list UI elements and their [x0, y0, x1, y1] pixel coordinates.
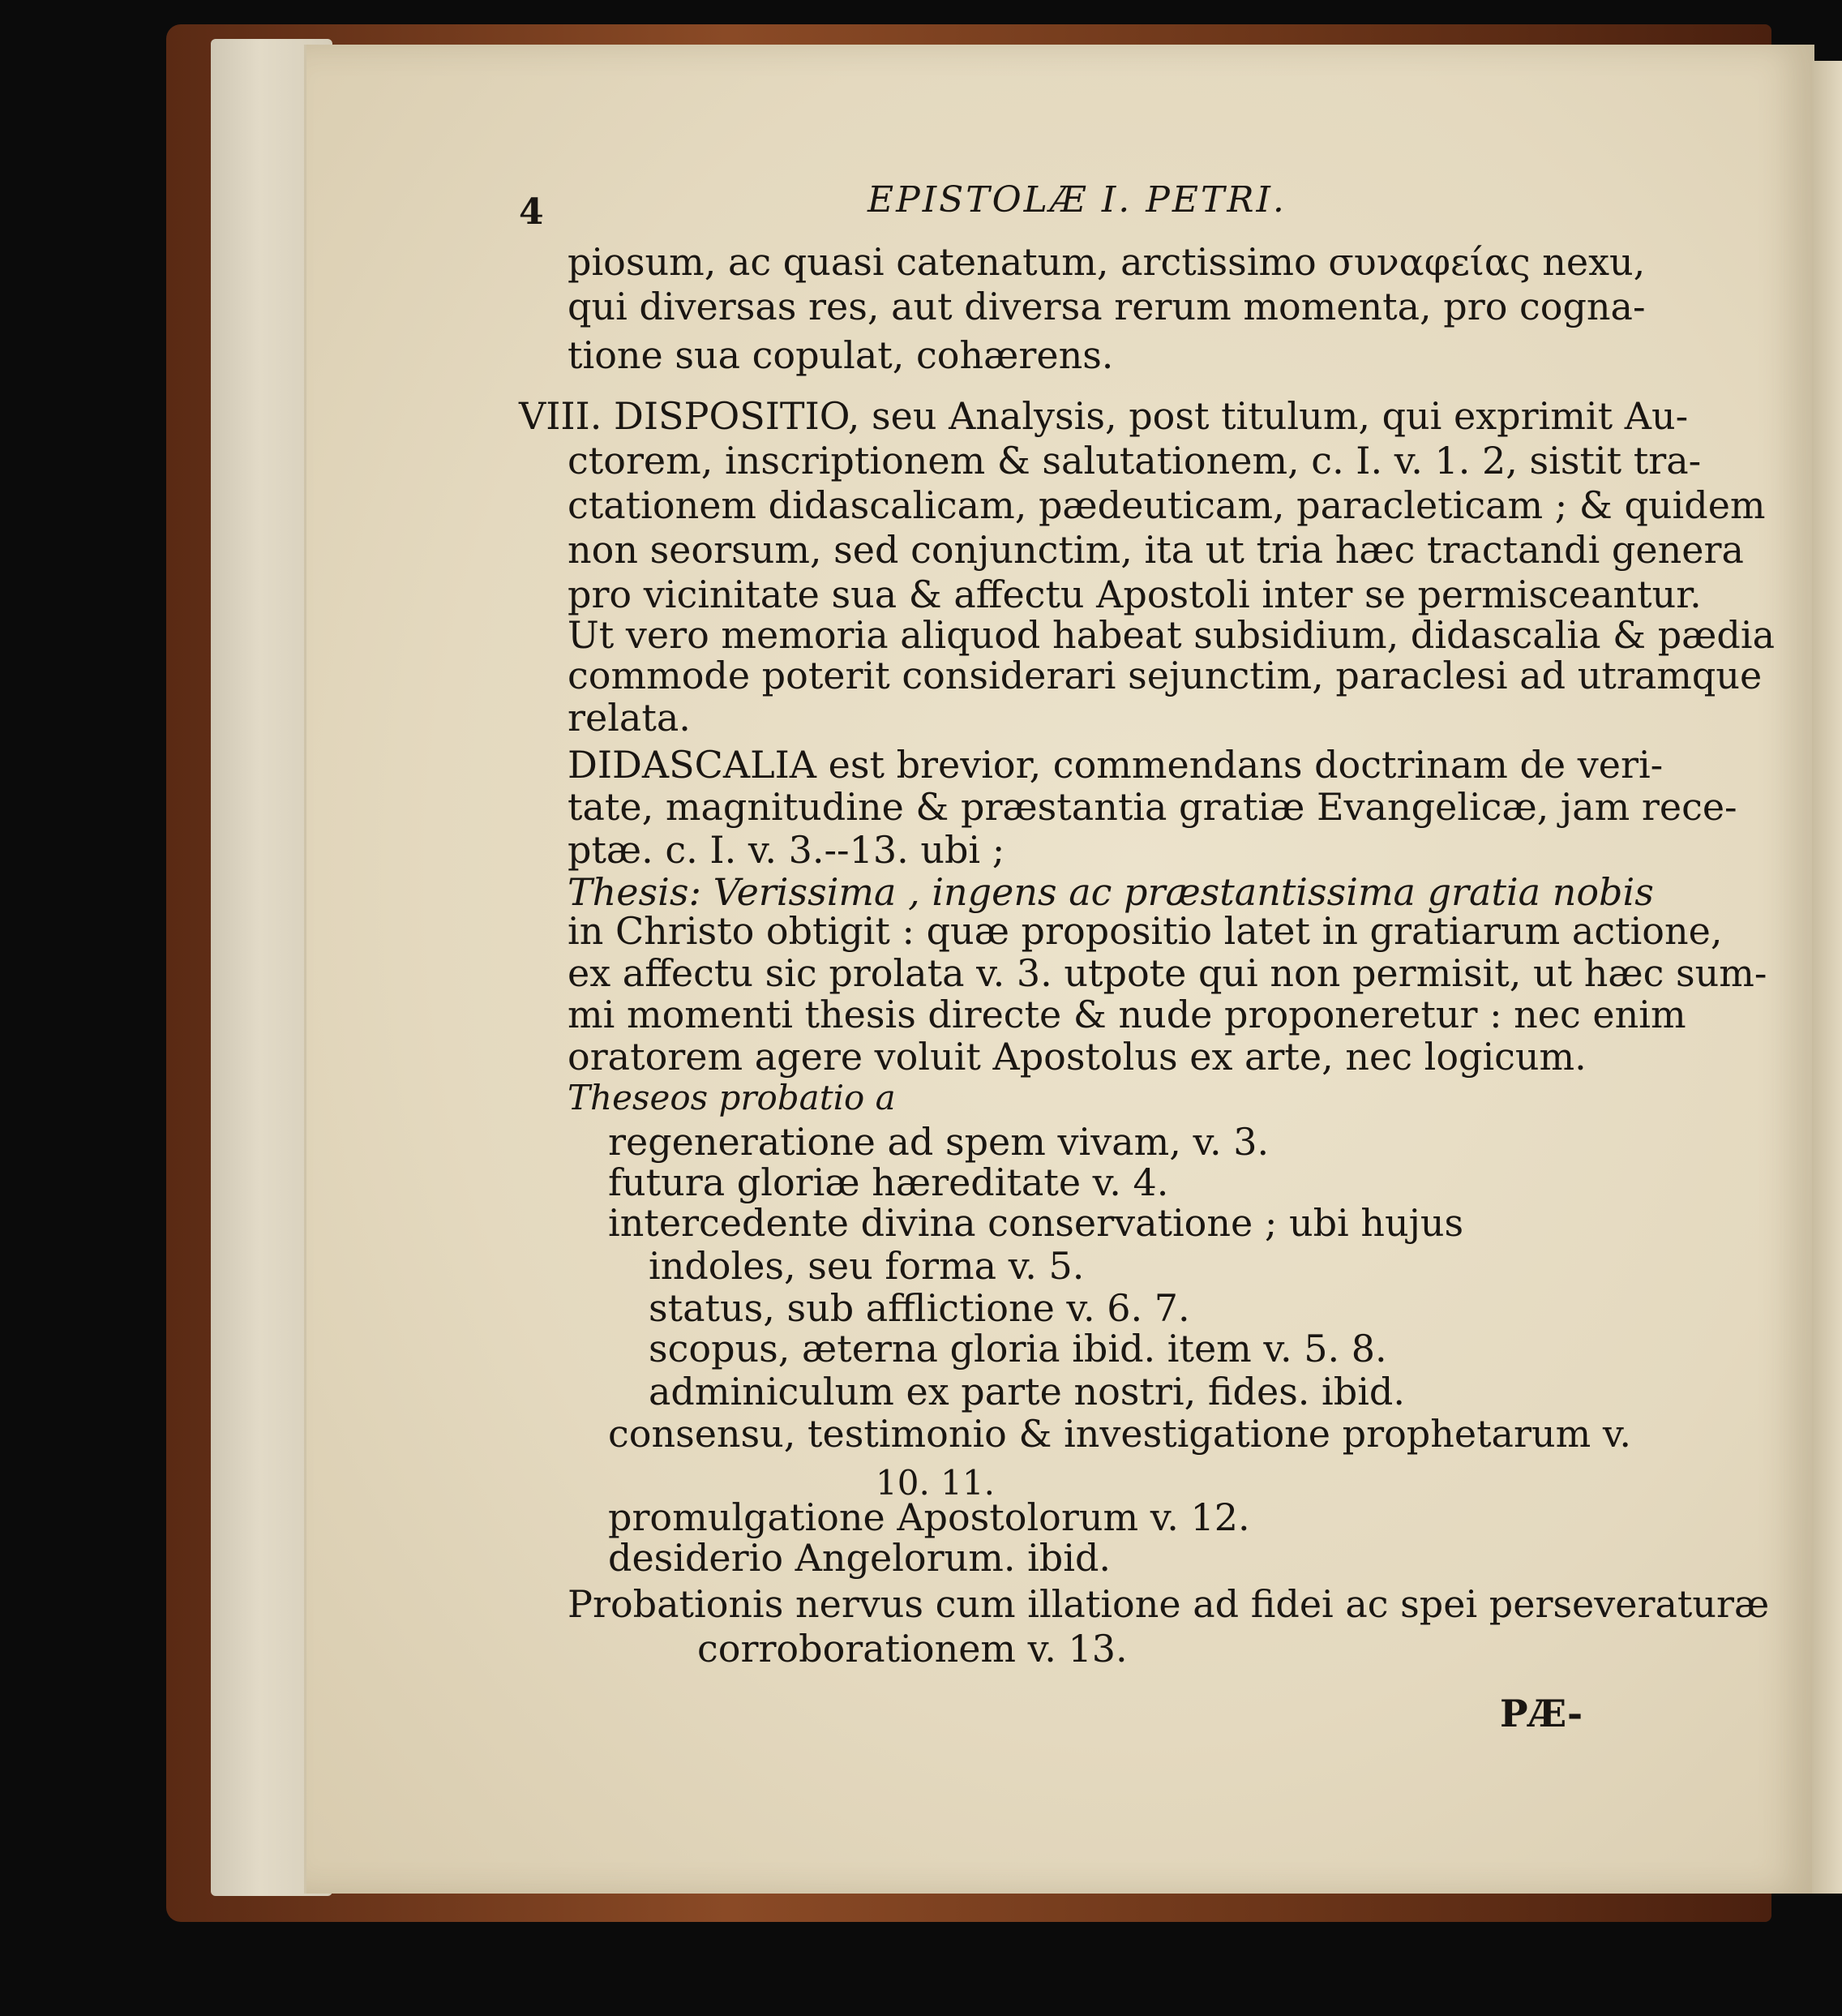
text-line: oratorem agere voluit Apostolus ex arte, nec logicum.: [568, 1035, 1587, 1079]
text-line: intercedente divina conservatione ; ubi hujus: [608, 1201, 1464, 1245]
text-line: desiderio Angelorum. ibid.: [608, 1536, 1112, 1580]
text-line: indoles, seu forma v. 5.: [649, 1244, 1085, 1288]
facing-page-edge: [1812, 61, 1842, 1894]
text-line: DIDASCALIA est brevior, commendans doctrinam de veri-: [568, 743, 1664, 787]
text-line: tate, magnitudine & præstantia gratiæ Evangelicæ, jam rece-: [568, 785, 1737, 829]
text-line: Thesis: Verissima , ingens ac præstantissima gratia nobis: [568, 870, 1654, 914]
text-line: commode poterit considerari sejunctim, paraclesi ad utramque: [568, 654, 1763, 697]
text-line: Ut vero memoria aliquod habeat subsidium, didascalia & pædia: [568, 613, 1776, 657]
text-line: consensu, testimonio & investigatione prophetarum v.: [608, 1412, 1631, 1456]
page-number: 4: [519, 191, 544, 233]
text-line: regeneratione ad spem vivam, v. 3.: [608, 1120, 1270, 1164]
text-line: VIII. DISPOSITIO, seu Analysis, post titulum, qui exprimit Au-: [519, 394, 1689, 438]
catchword: PÆ-: [1500, 1692, 1583, 1735]
text-line: futura gloriæ hæreditate v. 4.: [608, 1160, 1169, 1204]
text-line: 10. 11.: [876, 1463, 995, 1503]
text-line: non seorsum, sed conjunctim, ita ut tria hæc tractandi genera: [568, 528, 1744, 572]
text-line: promulgatione Apostolorum v. 12.: [608, 1495, 1250, 1539]
text-line: in Christo obtigit : quæ propositio latet in gratiarum actione,: [568, 909, 1723, 953]
text-line: adminiculum ex parte nostri, fides. ibid.: [649, 1370, 1405, 1413]
text-line: scopus, æterna gloria ibid. item v. 5. 8.: [649, 1327, 1387, 1370]
text-line: ctationem didascalicam, pædeuticam, paracleticam ; & quidem: [568, 483, 1766, 527]
running-title: EPISTOLÆ I. PETRI.: [867, 179, 1287, 221]
text-line: relata.: [568, 696, 691, 740]
text-line: ex affectu sic prolata v. 3. utpote qui non permisit, ut hæc sum-: [568, 951, 1767, 995]
text-line: tione sua copulat, cohærens.: [568, 333, 1114, 377]
text-line: mi momenti thesis directe & nude proponeretur : nec enim: [568, 993, 1686, 1036]
text-line: pro vicinitate sua & affectu Apostoli inter se permisceantur.: [568, 573, 1702, 616]
text-line: ptæ. c. I. v. 3.--13. ubi ;: [568, 828, 1005, 872]
text-line: Probationis nervus cum illatione ad fidei ac spei perseveraturæ: [568, 1582, 1770, 1626]
text-line: corroborationem v. 13.: [697, 1627, 1128, 1671]
text-line: status, sub afflictione v. 6. 7.: [649, 1286, 1190, 1330]
text-line: qui diversas res, aut diversa rerum momenta, pro cogna-: [568, 285, 1646, 328]
text-line: Theseos probatio a: [568, 1078, 896, 1117]
text-line: ctorem, inscriptionem & salutationem, c. I. v. 1. 2, sistit tra-: [568, 439, 1702, 483]
text-line: piosum, ac quasi catenatum, arctissimo συναφείας nexu,: [568, 240, 1646, 284]
